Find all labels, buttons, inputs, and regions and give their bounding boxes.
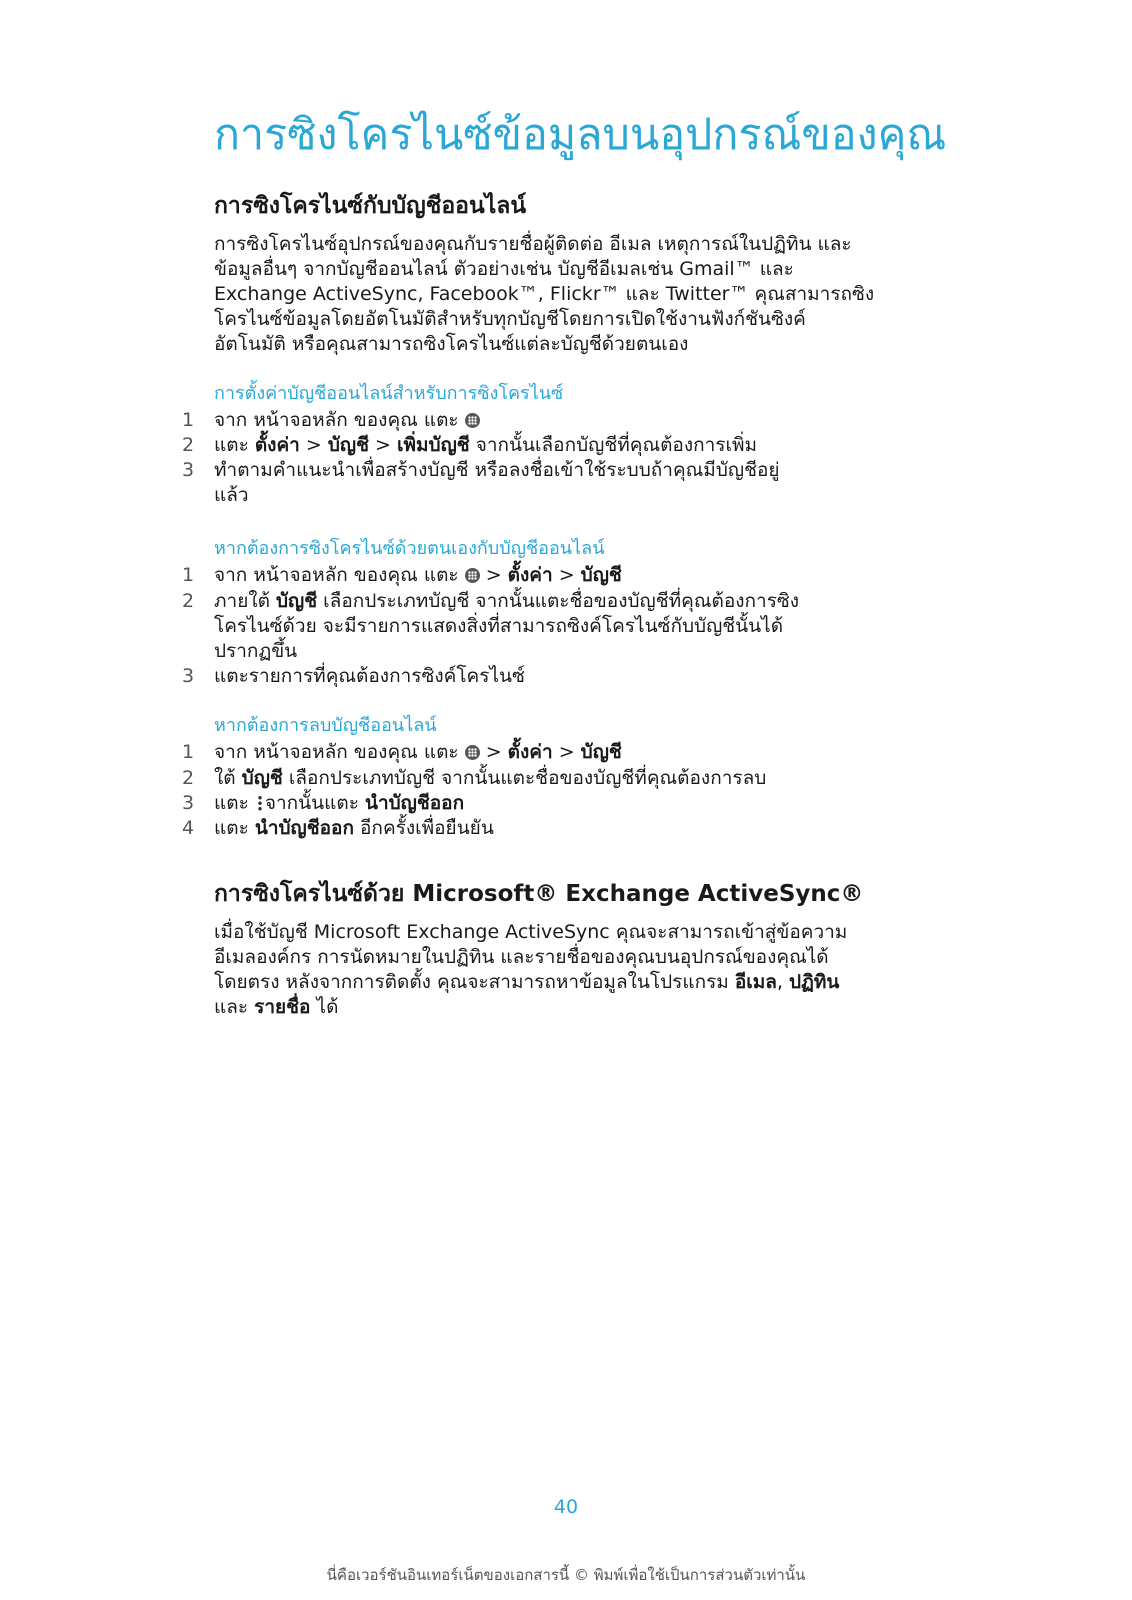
procedure-heading-remove: หากต้องการลบบัญชีออนไลน์ bbox=[214, 715, 437, 736]
intro-line: การซิงโครไนซ์อุปกรณ์ของคุณกับรายชื่อผู้ติดต่อ อีเมล เหตุการณ์ในปฏิทิน และ bbox=[214, 233, 852, 255]
intro-line: ข้อมูลอื่นๆ จากบัญชีออนไลน์ ตัวอย่างเช่น บัญชีอีเมลเช่น Gmail™ และ bbox=[214, 258, 794, 280]
step-text: ภายใต้ บัญชี เลือกประเภทบัญชี จากนั้นแตะชื่อของบัญชีที่คุณต้องการซิง โครไนซ์ด้วย จะมีรายการแสดงสิ่งที่สามารถซิงค์โครไนซ์กับบัญชีนั้นได้ ปรากฏขึ้น bbox=[214, 590, 800, 662]
step-number: 3 bbox=[182, 665, 195, 687]
step-text: แตะ จากนั้นแตะ นำบัญชีออก bbox=[214, 792, 465, 814]
procedure-heading-setup: การตั้งค่าบัญชีออนไลน์สำหรับการซิงโครไนซ์ bbox=[214, 383, 564, 404]
step-number: 2 bbox=[182, 590, 195, 612]
step-number: 1 bbox=[182, 741, 195, 763]
body-line: โดยตรง หลังจากการติดตั้ง คุณจะสามารถหาข้อมูลในโปรแกรม อีเมล, ปฏิทิน bbox=[214, 971, 840, 993]
intro-line: อัตโนมัติ หรือคุณสามารถซิงโครไนซ์แต่ละบัญชีด้วยตนเอง bbox=[214, 333, 689, 355]
step-number: 1 bbox=[182, 564, 195, 586]
step-number: 2 bbox=[182, 767, 195, 789]
section2-body bbox=[214, 920, 954, 1020]
body-line: อีเมลองค์กร การนัดหมายในปฏิทิน และรายชื่อของคุณบนอุปกรณ์ของคุณได้ bbox=[214, 946, 829, 968]
step-text: แตะ นำบัญชีออก อีกครั้งเพื่อยืนยัน bbox=[214, 817, 494, 839]
step-text: แตะ ตั้งค่า > บัญชี > เพิ่มบัญชี จากนั้นเลือกบัญชีที่คุณต้องการเพิ่ม bbox=[214, 434, 758, 456]
step-number: 3 bbox=[182, 792, 195, 814]
section-heading-exchange: การซิงโครไนซ์ด้วย Microsoft® Exchange ActiveSync® bbox=[214, 881, 864, 907]
section1-intro bbox=[214, 232, 954, 357]
procedure-heading-manual-sync: หากต้องการซิงโครไนซ์ด้วยตนเองกับบัญชีออนไลน์ bbox=[214, 538, 605, 559]
menu-icon bbox=[258, 795, 262, 811]
step-text: ทำตามคำแนะนำเพื่อสร้างบัญชี หรือลงชื่อเข้าใช้ระบบถ้าคุณมีบัญชีอยู่ แล้ว bbox=[214, 459, 780, 506]
apps-icon bbox=[465, 413, 480, 428]
page-number: 40 bbox=[553, 1496, 579, 1518]
step-number: 4 bbox=[182, 817, 195, 839]
apps-icon bbox=[465, 745, 480, 760]
intro-line: โครไนซ์ข้อมูลโดยอัตโนมัติสำหรับทุกบัญชีโดยการเปิดใช้งานฟังก์ชันซิงค์ bbox=[214, 308, 806, 330]
step-number: 1 bbox=[182, 409, 195, 431]
step-text: แตะรายการที่คุณต้องการซิงค์โครไนซ์ bbox=[214, 665, 525, 687]
page-title: การซิงโครไนซ์ข้อมูลบนอุปกรณ์ของคุณ bbox=[214, 110, 947, 160]
step-text: จาก หน้าจอหลัก ของคุณ แตะ > ตั้งค่า > บัญชี bbox=[214, 741, 622, 763]
step-text: จาก หน้าจอหลัก ของคุณ แตะ bbox=[214, 408, 480, 433]
body-line: เมื่อใช้บัญชี Microsoft Exchange ActiveSync คุณจะสามารถเข้าสู่ข้อความ bbox=[214, 921, 848, 943]
step-text: ใต้ บัญชี เลือกประเภทบัญชี จากนั้นแตะชื่อของบัญชีที่คุณต้องการลบ bbox=[214, 767, 767, 789]
footer-note: นี่คือเวอร์ชันอินเทอร์เน็ตของเอกสารนี้ © พิมพ์เพื่อใช้เป็นการส่วนตัวเท่านั้น bbox=[326, 1566, 806, 1584]
step-number: 2 bbox=[182, 434, 195, 456]
step-text: จาก หน้าจอหลัก ของคุณ แตะ > ตั้งค่า > บัญชี bbox=[214, 564, 622, 586]
section-heading-online-sync: การซิงโครไนซ์กับบัญชีออนไลน์ bbox=[214, 193, 527, 219]
body-line: และ รายชื่อ ได้ bbox=[214, 996, 339, 1018]
apps-icon bbox=[465, 568, 480, 583]
step-number: 3 bbox=[182, 459, 195, 481]
intro-line: Exchange ActiveSync, Facebook™, Flickr™ และ Twitter™ คุณสามารถซิง bbox=[214, 283, 875, 305]
